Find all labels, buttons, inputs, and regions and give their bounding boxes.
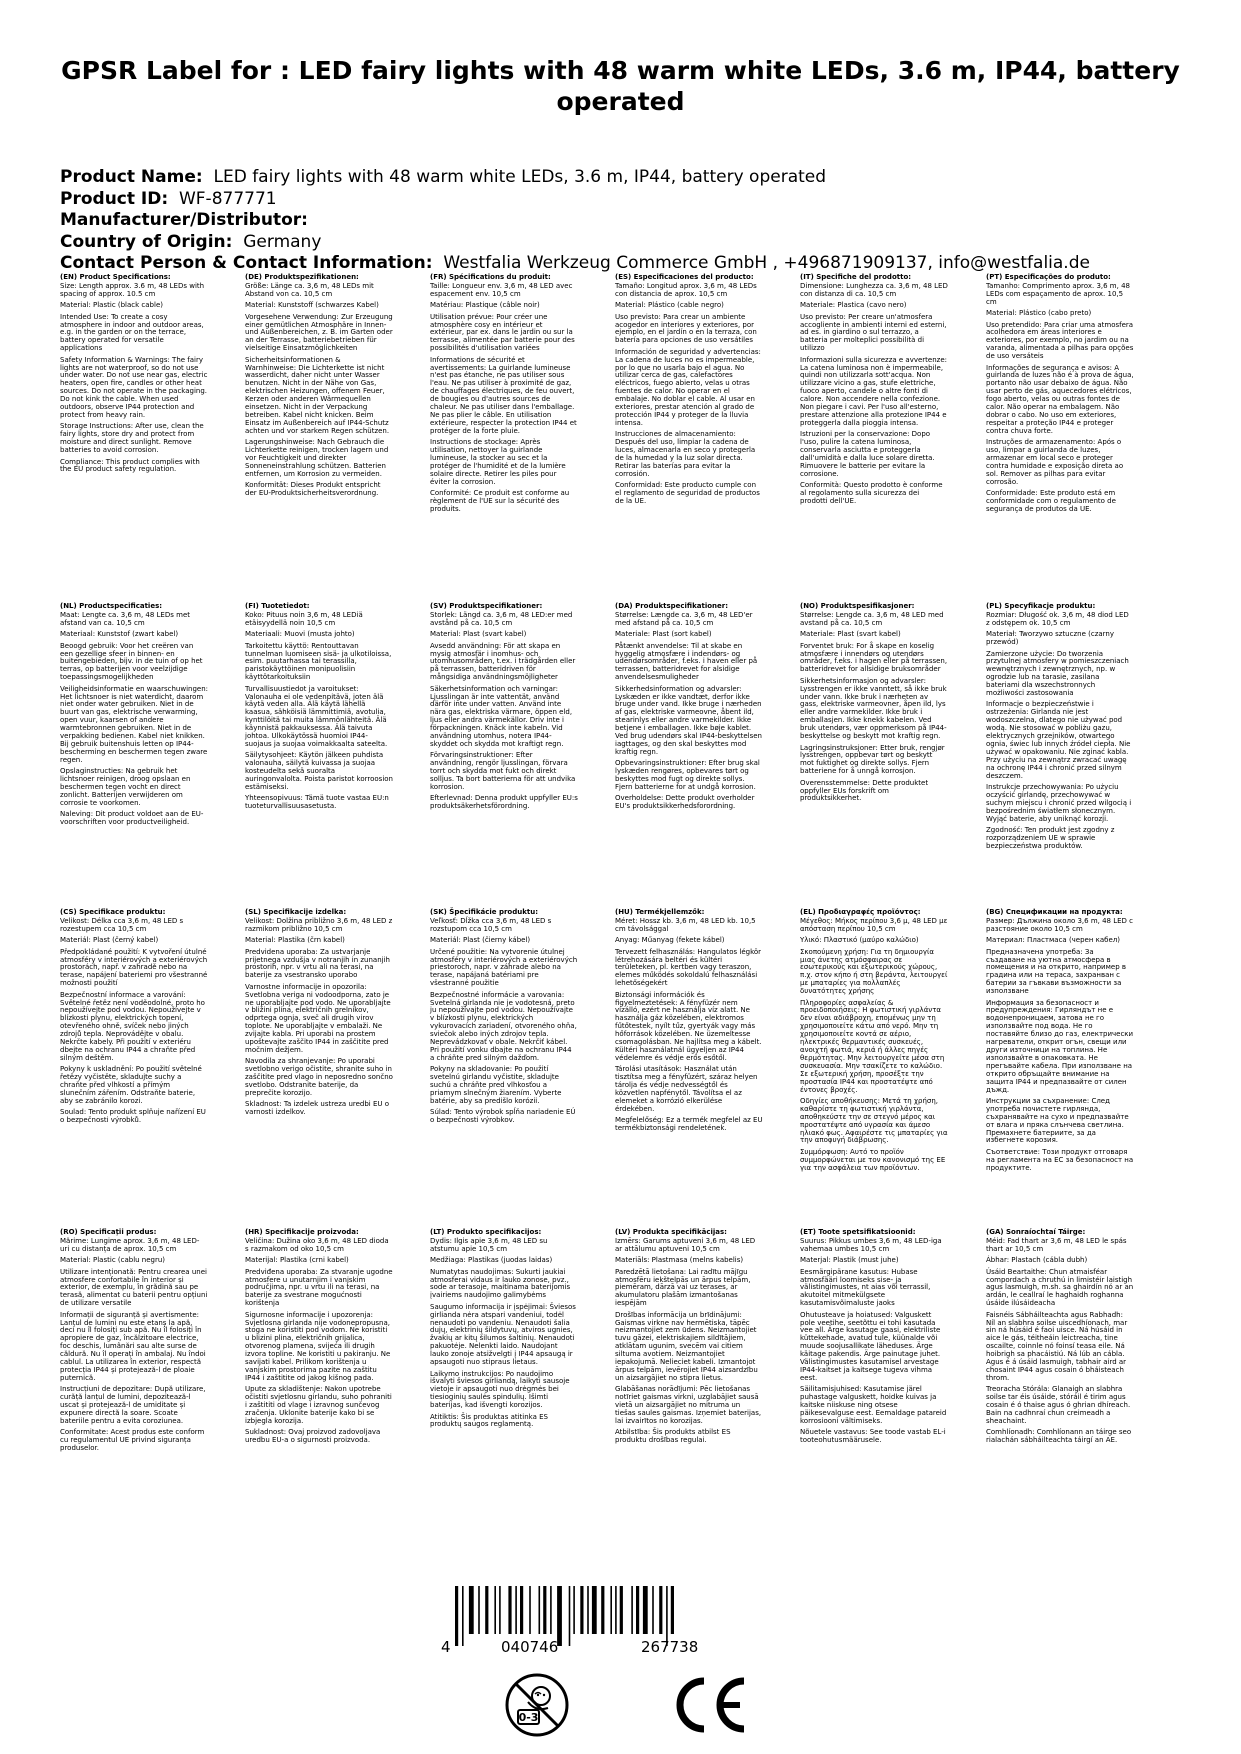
lang-paragraph: Forventet bruk: For å skape en koselig atmosfære i innendørs og utendørs områder, f.eks. i hagen eller på terrassen, batteridrevet for allsidige bruksområder (800, 641, 948, 674)
lang-paragraph: Určené použitie: Na vytvorenie útulnej atmosféry v interiérových a exteriérových priestoroch, napr. v záhrade alebo na terase, napájaná batériami pre všestranné použitie (430, 947, 578, 988)
lang-paragraph: Medžiaga: Plastikas (juodas laidas) (430, 1256, 553, 1265)
lang-heading: (FR) Spécifications du produit: (430, 273, 551, 281)
lang-paragraph: Material: Plast (svart kabel) (430, 630, 527, 639)
lang-heading: (LT) Produkto specifikacijos: (430, 1228, 542, 1236)
product-name-label: Product Name: (60, 167, 203, 187)
lang-heading: (PL) Specyfikacje produktu: (986, 602, 1096, 610)
lang-paragraph: Suurus: Pikkus umbes 3,6 m, 48 LED-iga vahemaa umbes 10,5 cm (800, 1236, 942, 1253)
product-info (60, 167, 1190, 275)
lang-paragraph: Paredzētā lietošana: Lai radītu mājīgu atmosfēru iekštelpās un ārpus telpām, piemēram, dārzā vai uz terases, ar akumulatoru plašām izmantošanas iespējām (615, 1267, 751, 1308)
lang-paragraph: Biztonsági információk és figyelmeztetések: A fényfüzér nem vízálló, ezért ne használja víz alatt. Ne használja gáz közelében, elektromos fűtőtestek, nyílt tűz, gyertyák vagy más hőforrások közelében. Ne üzemeltesse csomagolásban. Ne hajlítsa meg a kábelt. Kültéri használatnál ügyeljen az IP44 védelemre és védje erős esőtől. (615, 990, 762, 1062)
lang-block-da (615, 603, 763, 815)
lang-paragraph: Saugumo informacija ir įspėjimai: Šviesos girlianda nėra atspari vandeniui, todėl nenaudoti po vandeniu. Nenaudoti šalia dujų, elektrinių šildytuvų, atviros ugnies, žvakių ar kitų šilumos šaltinių. Nenaudoti pakuotėje. Nelenkti laido. Naudojant lauko zonoje atsižvelgti į IP44 apsaugą ir apsaugoti nuo stipraus lietaus. (430, 1302, 576, 1367)
lang-paragraph: Avsedd användning: För att skapa en mysig atmosfär i inomhus- och utomhusområden, t.ex. i trädgården eller på terrassen, batteridriven för mångsidiga användningsmöjligheter (430, 641, 576, 682)
lang-paragraph: Compliance: This product complies with the EU product safety regulation. (60, 457, 200, 474)
country-value: Germany (243, 231, 322, 252)
ce-mark-icon (668, 1675, 750, 1735)
barcode-bar (550, 1586, 552, 1634)
lang-block-fi (245, 603, 393, 815)
lang-paragraph: Conformité: Ce produit est conforme au règlement de l'UE sur la sécurité des produits. (430, 489, 570, 513)
lang-paragraph: Mărime: Lungime aprox. 3,6 m, 48 LED-uri cu distanța de aprox. 10,5 cm (60, 1236, 200, 1253)
lang-paragraph: Material: Plastika (črn kabel) (245, 936, 345, 945)
lang-paragraph: Tervezett felhasználás: Hangulatos légkör létrehozására beltéri és kültéri területeken, pl. kertben vagy teraszon, elemes működés sokoldalú felhasználási lehetőségekért (615, 947, 762, 988)
lang-heading: (DA) Produktspecifikationer: (615, 602, 729, 610)
manufacturer-line (60, 210, 1190, 232)
lang-paragraph: Méret: Hossz kb. 3,6 m, 48 LED kb. 10,5 cm távolsággal (615, 916, 756, 933)
lang-paragraph: Súlad: Tento výrobok spĺňa nariadenie EÚ o bezpečnosti výrobkov. (430, 1108, 576, 1125)
manufacturer-label: Manufacturer/Distributor: (60, 210, 308, 230)
lang-paragraph: Materijal: Plastika (crni kabel) (245, 1256, 349, 1265)
barcode-right-group: 267738 (641, 1638, 699, 1656)
barcode-bar (539, 1586, 541, 1634)
barcode-bar (543, 1586, 546, 1634)
barcode-bar (508, 1586, 511, 1634)
product-id-line (60, 189, 1190, 211)
lang-paragraph: Conformidad: Este producto cumple con el reglamento de seguridad de productos de la UE. (615, 481, 760, 506)
lang-paragraph: Conformidade: Este produto está em conformidade com o regulamento de segurança de produtos da UE. (986, 489, 1116, 513)
lang-paragraph: Materiale: Plast (svart kabel) (800, 630, 901, 639)
lang-block-pt (986, 274, 1134, 517)
barcode-bar (587, 1586, 589, 1634)
lang-paragraph: Efterlevnad: Denna produkt uppfyller EU:s produktsäkerhetsförordning. (430, 794, 578, 811)
lang-block-de (245, 274, 393, 502)
barcode-bar (557, 1586, 562, 1646)
lang-paragraph: Atitiktis: Šis produktas atitinka ES produktų saugos reglamentą. (430, 1412, 548, 1429)
lang-paragraph: Vorgesehene Verwendung: Zur Erzeugung einer gemütlichen Atmosphäre in Innen- und Außenbereichen, z. B. im Garten oder an der Terrasse, batteriebetrieben für vielseitige Einsatzmöglichkeiten (245, 312, 393, 353)
lang-paragraph: Glabāšanas norādījumi: Pēc lietošanas notīriet gaismas virkni, uzglabājiet sausā vietā un aizsargājiet no mitruma un tiešas saules gaismas. Izņemiet baterijas, lai izvairītos no korozijas. (615, 1385, 762, 1425)
lang-paragraph: Predvidena uporaba: Za ustvarjanje prijetnega vzdušja v notranjih in zunanjih prostorih, npr. v vrtu ali na terasi, na baterije za vsestransko uporabo (245, 947, 390, 980)
lang-paragraph: Tárolási utasítások: Használat után tisztítsa meg a fényfüzért, száraz helyen tárolja és védje nedvességtől és közvetlen napfénytől. Távolítsa el az elemeket a korrózió elkerülése érdekében. (615, 1065, 758, 1113)
lang-paragraph: Material: Plástico (cabo preto) (986, 309, 1092, 318)
lang-paragraph: Laikymo instrukcijos: Po naudojimo išvalyti šviesos girliandą, laikyti sausoje vietoje ir apsaugoti nuo drėgmės bei tiesioginių saulės spindulių. Išimti baterijas, kad išvengti korozijos. (430, 1369, 570, 1410)
lang-paragraph: Velikost: Dolžina približno 3,6 m, 48 LED z razmikom približno 10,5 cm (245, 916, 393, 933)
lang-block-cs (60, 909, 208, 1129)
lang-paragraph: Uso previsto: Per creare un'atmosfera accogliente in ambienti interni ed esterni, ad es. in giardino o sul terrazzo, a batteria per molteplici possibilità di utilizzo (800, 312, 947, 353)
barcode-bar (485, 1586, 488, 1634)
lang-block-el (800, 909, 948, 1176)
barcode-bar (615, 1586, 617, 1634)
lang-paragraph: Tarkoitettu käyttö: Rentouttavan tunnelman luomiseen sisä- ja ulkotiloissa, esim. puutarhassa tai terassilla, paristokäyttöinen monipuolisiin käyttötarkoituksiin (245, 641, 392, 682)
lang-paragraph: Material: Kunststoff (schwarzes Kabel) (245, 301, 379, 310)
lang-paragraph: Naleving: Dit product voldoet aan de EU-voorschriften voor productveiligheid. (60, 810, 204, 827)
lang-paragraph: Förvaringsinstruktioner: Efter användning, rengör ljusslingan, förvara torrt och skydda mot fukt och direkt solljus. Ta bort batterierna för att undvika korrosion. (430, 751, 576, 792)
lang-paragraph: Materiał: Tworzywo sztuczne (czarny przewód) (986, 630, 1114, 647)
lang-paragraph: Informazioni sulla sicurezza e avvertenze: La catena luminosa non è impermeabile, quindi non utilizzarla sott'acqua. Non utilizzare vicino a gas, stufe elettriche, fuoco aperto, candele o altre fonti di calore. Non accendere nella confezione. Non piegare i cavi. Per l'uso all'esterno, prestare attenzione alla protezione IP44 e proteggerla dalla pioggia intensa. (800, 355, 947, 427)
barcode-bar (499, 1586, 501, 1634)
lang-paragraph: Συμμόρφωση: Αυτό το προϊόν συμμορφώνεται με τον κανονισμό της ΕΕ για την ασφάλεια των προϊόντων. (800, 1147, 946, 1172)
lang-paragraph: Turvallisuustiedot ja varoitukset: Valonauha ei ole vedenpitävä, joten älä käytä veden alla. Älä käytä lähellä kaasua, sähköisiä lämmittimiä, avotulia, kynttilöitä tai muita lämmönlähteitä. Älä käynnistä pakkauksessa. Älä taivuta johtoa. Ulkokäytössä huomioi IP44-suojaus ja suojaa voimakkaalta sateelta. (245, 684, 388, 748)
product-id-label: Product ID: (60, 188, 169, 209)
lang-heading: (RO) Specificații produs: (60, 1228, 157, 1236)
lang-block-it (800, 274, 948, 509)
lang-paragraph: Storage Instructions: After use, clean the fairy lights, store dry and protect from moisture and direct sunlight. Remove batteries to avoid corrosion. (60, 422, 204, 455)
lang-block-es (615, 274, 763, 509)
lang-paragraph: Sukladnost: Ovaj proizvod zadovoljava uredbu EU-a o sigurnosti proizvoda. (245, 1428, 381, 1445)
lang-block-hr (245, 1229, 393, 1449)
lang-paragraph: Σκοπούμενη χρήση: Για τη δημιουργία μιας άνετης ατμόσφαιρας σε εσωτερικούς και εξωτερικούς χώρους, π.χ. στον κήπο ή στη βεράντα, λειτουργεί με μπαταρίες για πολλαπλές δυνατότητες χρήσης (800, 947, 948, 996)
lang-block-hu (615, 909, 763, 1137)
lang-paragraph: Conformità: Questo prodotto è conforme al regolamento sulla sicurezza dei prodotti dell'UE. (800, 481, 943, 506)
lang-paragraph: Instruções de armazenamento: Após o uso, limpar a guirlanda de luzes, armazenar em local seco e proteger contra humidade e exposição direta ao sol. Remover as pilhas para evitar corrosão. (986, 438, 1124, 486)
lang-paragraph: Materiaal: Kunststof (zwart kabel) (60, 630, 179, 639)
barcode-bar (529, 1586, 531, 1634)
lang-paragraph: Lagerungshinweise: Nach Gebrauch die Lichterkette reinigen, trocken lagern und vor Feuchtigkeit und direkter Sonneneinstrahlung schützen. Batterien entfernen, um Korrosion zu vermeiden. (245, 438, 389, 478)
lang-paragraph: Bezpečnostní informace a varování: Světelné řetěz není voděodolné, proto ho nepoužívejte pod vodou. Nepoužívejte v blízkosti plynu, elektrických topení, otevřeného ohně, svíček nebo jiných zdrojů tepla. Neprovádějte v obalu. Nekrčte kabely. Při použití v exteriéru dbejte na ochranu IP44 a chraňte před silným deštěm. (60, 990, 205, 1062)
lang-paragraph: Drošības informācija un brīdinājumi: Gaismas virkne nav hermētiska, tāpēc neizmantojiet zem ūdens. Neizmantojiet tuvu gāzei, elektriskajiem sildītājiem, atklātam ugunim, svecēm vai citiem siltuma avotiem. Neizmantojiet iepakojumā. Nelieciet kabeli. Izmantojot ārpus telpām, ievērojiet IP44 aizsardzību un aizsargājiet no stipra lietus. (615, 1310, 758, 1382)
lang-paragraph: Velikost: Délka cca 3,6 m, 48 LED s rozestupem cca 10,5 cm (60, 916, 184, 933)
lang-paragraph: Anyag: Műanyag (fekete kábel) (615, 936, 725, 945)
lang-paragraph: Konformität: Dieses Produkt entspricht der EU-Produktsicherheitsverordnung. (245, 481, 381, 498)
lang-paragraph: Υλικό: Πλαστικό (μαύρο καλώδιο) (800, 936, 919, 945)
barcode-bar (462, 1586, 464, 1646)
barcode-bar (455, 1586, 458, 1646)
lang-block-sk (430, 909, 578, 1129)
lang-paragraph: Comhlíonadh: Comhlíonann an táirge seo rialachán sábháilteachta táirgí an AE. (986, 1428, 1132, 1445)
lang-paragraph: Material: Plastic (cablu negru) (60, 1256, 166, 1265)
barcode-bar (569, 1586, 571, 1646)
lang-paragraph: Sikkerhedsinformation og advarsler: Lyskæden er ikke vandtæt, derfor ikke bruge under vand. Ikke bruge i nærheden af gas, elektriske varmeovne, åbent ild, stearinlys eller andre varmekilder. Ikke betjene i emballagen. Ikke bøje kablet. Ved brug udendørs skal IP44-beskyttelsen iagttages, og den skal beskyttes mod kraftig regn. (615, 684, 762, 756)
lang-paragraph: Méid: Fad thart ar 3,6 m, 48 LED le spás thart ar 10,5 cm (986, 1236, 1127, 1253)
lang-paragraph: Størrelse: Længde ca. 3,6 m, 48 LED'er med afstand på ca. 10,5 cm (615, 610, 753, 627)
lang-paragraph: Инструкции за съхранение: След употреба почистете гирлянда, съхранявайте на сухо и предпазвайте от влага и пряка слънчева светлина. Премахнете батериите, за да избегнете корозия. (986, 1096, 1129, 1145)
lang-paragraph: Instrucțiuni de depozitare: După utilizare, curăță lanțul de lumini, depozitează-l uscat și protejează-l de umiditate și expunere directă la soare. Scoate bateriile pentru a evita coroziunea. (60, 1385, 206, 1425)
lang-heading: (LV) Produkta specifikācijas: (615, 1228, 727, 1236)
ean-barcode (441, 1586, 771, 1658)
product-name-line (60, 167, 1190, 189)
lang-paragraph: Nõuetele vastavus: See toode vastab EL-i tooteohutusmäärusele. (800, 1428, 946, 1445)
barcode-bar (643, 1586, 648, 1634)
lang-paragraph: Veličina: Dužina oko 3,6 m, 48 LED dioda s razmakom od oko 10,5 cm (245, 1236, 389, 1253)
barcode-left-group: 040746 (501, 1638, 559, 1656)
lang-paragraph: Material: Plástico (cable negro) (615, 301, 724, 310)
lang-paragraph: Navodila za shranjevanje: Po uporabi svetlobno verigo očistite, shranite suho in zaščitite pred vlago in neposredno sončno svetlobo. Odstranite baterije, da preprečite korozijo. (245, 1057, 393, 1098)
lang-paragraph: Materiāls: Plastmasa (melns kabelis) (615, 1256, 744, 1265)
lang-paragraph: Veľkosť: Dĺžka cca 3,6 m, 48 LED s rozstupom cca 10,5 cm (430, 916, 552, 933)
lang-paragraph: Matériau: Plastique (câble noir) (430, 301, 540, 310)
barcode-bar (580, 1586, 583, 1634)
barcode-bar (469, 1586, 474, 1634)
lang-paragraph: Sikkerhetsinformasjon og advarsler: Lysstrengen er ikke vanntett, så ikke bruk under vann. Ikke bruk i nærheten av gass, elektriske varmeovner, åpen ild, lys eller andre varmekilder. Ikke bruk i emballasjen. Ikke knekk kabelen. Ved bruk utendørs, vær oppmerksom på IP44-beskyttelse og beskytt mot kraftig regn. (800, 676, 947, 741)
lang-paragraph: Uso previsto: Para crear un ambiente acogedor en interiores y exteriores, por ejemplo, en el jardín o en la terraza, con batería para opciones de uso versátiles (615, 312, 757, 345)
barcode-bar (671, 1586, 674, 1634)
lang-heading: (BG) Спецификации на продукта: (986, 908, 1123, 916)
lang-paragraph: Opbevaringsinstruktioner: Efter brug skal lyskæden rengøres, opbevares tørt og beskyttes mod fugt og direkte sollys. Fjern batterierne for at undgå korrosion. (615, 759, 760, 792)
page-title: GPSR Label for : LED fairy lights with 48 warm white LEDs, 3.6 m, IP44, battery operated (61, 56, 1180, 116)
lang-paragraph: Treoracha Stórála: Glanaigh an slabhra soilse tar éis úsáide, stóráil é tirim agus cosain é ó thaise agus ó ghrian dhíreach. Bain na cadhnraí chun creimeadh a sheachaint. (986, 1385, 1131, 1425)
lang-paragraph: Predviđena uporaba: Za stvaranje ugodne atmosfere u unutarnjim i vanjskim područjima, npr. u vrtu ili na terasi, na baterije za svestrane mogućnosti korištenja (245, 1267, 393, 1308)
lang-paragraph: Utilizare intenționată: Pentru crearea unei atmosfere confortabile în interior și exterior, de exemplu, în grădină sau pe terasă, alimentat cu baterii pentru opțiuni de utilizare versatile (60, 1267, 208, 1308)
lang-paragraph: Материал: Пластмаса (черен кабел) (986, 936, 1121, 945)
lang-heading: (NL) Productspecificaties: (60, 602, 163, 610)
lang-paragraph: Úsáid Beartaithe: Chun atmaisféar compordach a chruthú in limistéir laistigh agus lasmuigh, m.sh. sa ghairdín nó ar an ardán, le ceallraí le haghaidh roghanna úsáide ilúsáideacha (986, 1267, 1134, 1308)
lang-paragraph: Informații de siguranță și avertismente: Lanțul de lumini nu este etanș la apă, deci nu îl folosiți sub apă. Nu îl folosiți în apropiere de gaz, încălzitoare electrice, foc deschis, lumânări sau alte surse de căldură. Nu îl operați în ambalaj. Nu îndoi cablul. La utilizarea în exterior, respectă protecția IP44 și protejează-l de ploaie puternică. (60, 1310, 206, 1382)
lang-block-et (800, 1229, 948, 1449)
lang-heading: (EL) Προδιαγραφές προϊόντος: (800, 908, 921, 916)
lang-heading: (PT) Especificações do produto: (986, 273, 1111, 281)
lang-heading: (EN) Product Specifications: (60, 273, 171, 281)
lang-paragraph: Materiál: Plast (čierny kábel) (430, 936, 531, 945)
lang-block-bg (986, 909, 1134, 1176)
lang-paragraph: Soulad: Tento produkt splňuje nařízení EU o bezpečnosti výrobků. (60, 1108, 206, 1125)
lang-block-en (60, 274, 208, 478)
barcode-bar (666, 1586, 668, 1646)
barcode-bar (478, 1586, 480, 1634)
barcode-bar (515, 1586, 517, 1634)
lang-paragraph: Taille: Longueur env. 3,6 m, 48 LED avec espacement env. 10,5 cm (430, 281, 573, 298)
lang-paragraph: Overholdelse: Dette produkt overholder EU's produktsikkerhedsforordning. (615, 794, 755, 811)
lang-paragraph: Numatytas naudojimas: Sukurti jaukiai atmosferai vidaus ir lauko zonose, pvz., sode ar terasoje, maitinama baterijomis įvairiems naudojimo galimybėms (430, 1267, 571, 1300)
lang-paragraph: Dimensione: Lunghezza ca. 3,6 m, 48 LED con distanza di ca. 10,5 cm (800, 281, 948, 298)
lang-paragraph: Информация за безопасност и предупреждения: Гирляндът не е водонепроницаем, затова не го използвайте под вода. Не го поставяйте близо до газ, електрически нагреватели, открит огън, свещи или други източници на топлина. Не използвайте в опаковката. Не прегъвайте кабела. При използване на открито обръщайте внимание на защита IP44 и предпазвайте от силен дъжд. (986, 998, 1134, 1094)
lang-block-no (800, 603, 948, 807)
country-label: Country of Origin: (60, 231, 233, 252)
lang-paragraph: Ábhar: Plastach (cábla dubh) (986, 1256, 1088, 1265)
contact-label: Contact Person & Contact Information: (60, 253, 433, 273)
lang-paragraph: Предназначена употреба: За създаване на уютна атмосфера в помещения и на открито, например в градина или на тераса, захранван с батерии за гъвкави възможности за използване (986, 947, 1126, 996)
lang-heading: (GA) Sonraíochtaí Táirge: (986, 1228, 1086, 1236)
lang-paragraph: Größe: Länge ca. 3,6 m, 48 LEDs mit Abstand von ca. 10,5 cm (245, 281, 374, 298)
lang-paragraph: Materiál: Plast (černý kabel) (60, 936, 159, 945)
lang-heading: (DE) Produktspezifikationen: (245, 273, 359, 281)
lang-paragraph: Veiligheidsinformatie en waarschuwingen: Het lichtsnoer is niet waterdicht, daarom niet onder water gebruiken. Niet in de buurt van gas, elektrische verwarming, open vuur, kaarsen of andere warmtebronnen gebruiken. Niet in de verpakking bedienen. Kabel niet knikken. Bij gebruik buitenshuis letten op IP44-bescherming en beschermen tegen zware regen. (60, 684, 208, 764)
lang-paragraph: Πληροφορίες ασφαλείας & προειδοποιήσεις: Η φωτιστική γιρλάντα δεν είναι αδιάβροχη, επομένως μην τη χρησιμοποιείτε κάτω από νερό. Μην τη χρησιμοποιείτε κοντά σε αέριο, ηλεκτρικές θερμαντικές συσκευές, ανοιχτή φωτιά, κεριά ή άλλες πηγές θερμότητας. Μην λειτουργείτε μέσα στη συσκευασία. Μην τσακίζετε το καλώδιο. Σε εξωτερική χρήση, προσέξτε την προστασία IP44 και προστατέψτε από έντονες βροχές. (800, 998, 945, 1094)
lang-heading: (FI) Tuotetiedot: (245, 602, 310, 610)
lang-paragraph: Påtænkt anvendelse: Til at skabe en hyggelig atmosfære i indendørs- og udendørsområder, f.eks. i haven eller på terrassen, batteridrevet for alsidige anvendelsesmuligheder (615, 641, 758, 682)
lang-paragraph: Størrelse: Lengde ca. 3,6 m, 48 LED med avstand på ca. 10,5 cm (800, 610, 944, 627)
country-line (60, 232, 1190, 254)
lang-block-nl (60, 603, 208, 831)
lang-paragraph: Size: Length approx. 3.6 m, 48 LEDs with spacing of approx. 10.5 cm (60, 281, 205, 298)
lang-heading: (ES) Especificaciones del producto: (615, 273, 754, 281)
lang-paragraph: Předpokládané použití: K vytvoření útulné atmosféry v interiérových a exteriérových prostorách, např. v zahradě nebo na terase, napájení bateriemi pro všestranné možnosti použití (60, 947, 208, 988)
barcode-bar (494, 1586, 496, 1634)
barcode-bars (441, 1586, 771, 1646)
lang-paragraph: Eesmärgipärane kasutus: Hubase atmosfääri loomiseks sise- ja välistingimustes, nt aias või terrassil, akutoitel mitmekülgsete kasutamisvõimaluste jaoks (800, 1267, 931, 1308)
barcode-bar (631, 1586, 633, 1634)
age-warning-label: 0-3 (518, 1711, 539, 1724)
lang-paragraph: Instructions de stockage: Après utilisation, nettoyer la guirlande lumineuse, la stocker au sec et la protéger de l'humidité et de la lumière solaire directe. Retirer les piles pour éviter la corrosion. (430, 438, 566, 486)
contact-line (60, 253, 1190, 275)
lang-paragraph: Instrukcje przechowywania: Po użyciu oczyścić girlandę, przechowywać w suchym miejscu i chronić przed wilgocią i bezpośrednim światłem słonecznym. Wyjąć baterie, aby uniknąć korozji. (986, 783, 1132, 823)
lang-paragraph: Información de seguridad y advertencias: La cadena de luces no es impermeable, por lo que no usarla bajo el agua. No utilizar cerca de gas, calefactores eléctricos, fuego abierto, velas u otras fuentes de calor. No operar en el embalaje. No doblar el cable. Al usar en exteriores, prestar atención al grado de protección IP44 y proteger de la lluvia intensa. (615, 347, 761, 427)
lang-paragraph: Koko: Pituus noin 3,6 m, 48 LEDiä etäisyydellä noin 10,5 cm (245, 610, 363, 627)
lang-paragraph: Tamanho: Comprimento aprox. 3,6 m, 48 LEDs com espaçamento de aprox. 10,5 cm (986, 281, 1130, 306)
barcode-bar (652, 1586, 654, 1634)
lang-block-lv (615, 1229, 763, 1449)
barcode-bar (659, 1586, 662, 1634)
lang-paragraph: Overensstemmelse: Dette produktet oppfyller EUs forskrift om produktsikkerhet. (800, 778, 929, 803)
lang-paragraph: Säilytysohjeet: Käytön jälkeen puhdista valonauha, säilytä kuivassa ja suojaa kosteudelta sekä suoralta auringonvalolta. Poista paristot korroosion estämiseksi. (245, 751, 393, 792)
lang-paragraph: Säkerhetsinformation och varningar: Ljusslingan är inte vattentät, använd därför inte under vatten. Använd inte nära gas, elektriska värmare, öppen eld, ljus eller andra värmekällor. Driv inte i förpackningen. Knäck inte kabeln. Vid användning utomhus, notera IP44-skyddet och skydda mot kraftigt regn. (430, 684, 573, 748)
lang-heading: (ET) Toote spetsifikatsioonid: (800, 1228, 916, 1236)
age-warning-icon (504, 1672, 570, 1738)
product-id-value: WF-877771 (178, 188, 277, 209)
barcode-prefix-digit: 4 (441, 1638, 451, 1656)
lang-paragraph: Ohutusteave ja hoiatused: Valguskett pole veetihe, seetõttu ei tohi kasutada vee all. Ärge kasutage gaasi, elektriliste küttekehade, avatud tule, küünalde või muude soojusallikate läheduses. Ärge käitage pakendis. Ärge painutage juhet. Välistingimustes kasutamisel arvestage IP44-kaitset ja kaitsege tugeva vihma eest. (800, 1310, 941, 1382)
lang-heading: (SV) Produktspecifikationer: (430, 602, 543, 610)
lang-heading: (CS) Specifikace produktu: (60, 908, 166, 916)
lang-paragraph: Instrucciones de almacenamiento: Después del uso, limpiar la cadena de luces, almacenarla en seco y protegerla de la humedad y la luz solar directa. Retirar las baterías para evitar la corrosión. (615, 430, 756, 478)
lang-paragraph: Sigurnosne informacije i upozorenja: Svjetlosna girlanda nije vodonepropusna, stoga ne koristiti pod vodom. Ne koristiti u blizini plina, električnih grijalica, otvorenog plamena, svijeća ili drugih izvora topline. Ne koristiti u pakiranju. Ne savijati kabel. Prilikom korištenja u vanjskim prostorima pazite na zaštitu IP44 i zaštitite od jakog kišnog pada. (245, 1310, 391, 1382)
lang-heading: (HR) Specifikacije proizvoda: (245, 1228, 359, 1236)
barcode-bar (610, 1586, 612, 1634)
lang-paragraph: Megfelelőség: Ez a termék megfelel az EU termékbiztonsági rendeletének. (615, 1116, 763, 1133)
barcode-bar (601, 1586, 604, 1634)
lang-paragraph: Atbilstība: Šis produkts atbilst ES produktu drošības regulai. (615, 1428, 731, 1445)
barcode-bar (573, 1586, 575, 1634)
lang-paragraph: Conformitate: Acest produs este conform cu regulamentul UE privind siguranța produselor. (60, 1428, 205, 1453)
lang-paragraph: Materiale: Plast (sort kabel) (615, 630, 712, 639)
lang-paragraph: Uso pretendido: Para criar uma atmosfera acolhedora em áreas interiores e exteriores, por exemplo, no jardim ou na varanda, alimentada a pilhas para opções de uso versáteis (986, 320, 1134, 361)
lang-paragraph: Intended Use: To create a cosy atmosphere in indoor and outdoor areas, e.g. in the garden or on the terrace, battery operated for versatile applications (60, 312, 204, 353)
lang-paragraph: Materjal: Plastik (must juhe) (800, 1256, 899, 1265)
barcode-bar (620, 1586, 623, 1634)
lang-block-fr (430, 274, 578, 517)
contact-value: Westfalia Werkzeug Commerce GmbH , +496871909137, info@westfalia.de (443, 253, 1090, 273)
lang-paragraph: Beoogd gebruik: Voor het creëren van een gezellige sfeer in binnen- en buitengebieden, bijv. in de tuin of op het terras, op batterijen voor veelzijdige toepassingsmogelijkheden (60, 641, 203, 682)
lang-paragraph: Informacje o bezpieczeństwie i ostrzeżenia: Girlanda nie jest wodoszczelna, dlatego nie używać pod wodą. Nie stosować w pobliżu gazu, elektrycznych grzejników, otwartego ognia, świec lub innych źródeł ciepła. Nie używać w opakowaniu. Nie zginać kabla. Przy użyciu na zewnątrz zwracać uwagę na ochronę IP44 i chronić przed silnym deszczem. (986, 700, 1131, 780)
lang-paragraph: Bezpečnostné informácie a varovania: Svetelná girlanda nie je vodotesná, preto ju nepoužívajte pod vodou. Nepoužívajte v blízkosti plynu, elektrických vykurovacích zariadení, otvoreného ohňa, sviečok alebo iných zdrojov tepla. Neprevádzkovať v obale. Nekrčiť kábel. Pri použití vonku dbajte na ochranu IP44 a chráňte pred silným dažďom. (430, 990, 577, 1062)
lang-paragraph: Izmērs: Garums aptuveni 3,6 m, 48 LED ar attālumu aptuveni 10,5 cm (615, 1236, 756, 1253)
lang-paragraph: Säilitamisjuhised: Kasutamise järel puhastage valguskett, hoidke kuivas ja kaitske niiskuse ning otsese päikesevalguse eest. Eemaldage patareid korrosiooni vältimiseks. (800, 1385, 947, 1425)
lang-heading: (NO) Produktspesifikasjoner: (800, 602, 915, 610)
lang-paragraph: Maat: Lengte ca. 3,6 m, 48 LEDs met afstand van ca. 10,5 cm (60, 610, 190, 627)
lang-paragraph: Zamierzone użycie: Do tworzenia przytulnej atmosfery w pomieszczeniach wewnętrznych i zewnętrznych, np. w ogrodzie lub na tarasie, zasilana bateriami dla wszechstronnych możliwości zastosowania (986, 649, 1129, 698)
lang-block-ga (986, 1229, 1134, 1449)
lang-paragraph: Varnostne informacije in opozorila: Svetlobna veriga ni vodoodporna, zato je ne uporabljajte pod vodo. Ne uporabljajte v bližini plina, električnih grelnikov, odprtega ognja, sveč ali drugih virov toplote. Ne uporabljajte v embalaži. Ne zvijajte kabla. Pri uporabi na prostem upoštevajte zaščito IP44 in zaščitite pred močnim dežjem. (245, 982, 391, 1054)
lang-heading: (SL) Specifikacije izdelka: (245, 908, 347, 916)
lang-paragraph: Pokyny k uskladnění: Po použití světelné řetězy vyčistěte, skladujte suchy a chraňte před vlhkostí a přímým slunečním zářením. Odstraňte baterie, aby se zabránilo korozi. (60, 1065, 202, 1105)
lang-paragraph: Dydis: Ilgis apie 3,6 m, 48 LED su atstumu apie 10,5 cm (430, 1236, 548, 1253)
lang-paragraph: Lagringsinstruksjoner: Etter bruk, rengjør lysstrengen, oppbevar tørt og beskytt mot fuktighet og direkte sollys. Fjern batteriene for å unngå korrosjon. (800, 743, 945, 776)
lang-paragraph: Sicherheitsinformationen & Warnhinweise: Die Lichterkette ist nicht wasserdicht, daher nicht unter Wasser benutzen. Nicht in der Nähe von Gas, elektrischen Heizungen, offenem Feuer, Kerzen oder anderen Wärmequellen einsetzen. Nicht in der Verpackung betreiben. Kabel nicht knicken. Beim Einsatz im Außenbereich auf IP44-Schutz achten und vor starkem Regen schützen. (245, 355, 390, 435)
lang-block-ro (60, 1229, 208, 1457)
barcode-bar (520, 1586, 523, 1634)
lang-paragraph: Zgodność: Ten produkt jest zgodny z rozporządzeniem UE w sprawie bezpieczeństwa produktów. (986, 826, 1115, 850)
lang-block-pl (986, 603, 1134, 854)
lang-paragraph: Skladnost: Ta izdelek ustreza uredbi EU o varnosti izdelkov. (245, 1100, 390, 1117)
lang-block-sl (245, 909, 393, 1121)
lang-paragraph: Informations de sécurité et avertissements: La guirlande lumineuse n'est pas étanche, ne pas utiliser sous l'eau. Ne pas utiliser à proximité de gaz, de chauffages électriques, de feu ouvert, de bougies ou d'autres sources de chaleur. Ne pas utiliser dans l'emballage. Ne pas plier le câble. En utilisation extérieure, respecter la protection IP44 et protéger de la forte pluie. (430, 355, 577, 435)
lang-paragraph: Upute za skladištenje: Nakon upotrebe očistiti svjetlosnu girlandu, suho pohraniti i zaštititi od vlage i izravnog sunčevog zračenja. Uklonite baterije kako bi se izbjegla korozija. (245, 1385, 392, 1425)
lang-paragraph: Pokyny na skladovanie: Po použití svetelnú girlandu vyčistite, skladujte suchú a chráňte pred vlhkosťou a priamym slnečným žiarením. Vyberte batérie, aby sa predišlo korózii. (430, 1065, 562, 1105)
lang-paragraph: Storlek: Längd ca. 3,6 m, 48 LED:er med avstånd på ca. 10,5 cm (430, 610, 573, 627)
lang-heading: (IT) Specifiche del prodotto: (800, 273, 912, 281)
lang-paragraph: Tamaño: Longitud aprox. 3,6 m, 48 LEDs con distancia de aprox. 10,5 cm (615, 281, 757, 298)
lang-paragraph: Opslaginstructies: Na gebruik het lichtsnoer reinigen, droog opslaan en beschermen tegen vocht en direct zonlicht. Batterijen verwijderen om corrosie te voorkomen. (60, 767, 191, 807)
barcode-bar (592, 1586, 597, 1634)
lang-paragraph: Faisnéis Sábháilteachta agus Rabhadh: Níl an slabhra soilse uiscedhíonach, mar sin ná húsáid é faoi uisce. Ná húsáid in aice le gás, téitheáin leictreacha, tine oscailte, coinnle nó foinsí teasa eile. Ná hoibrigh sa phacáistiú. Ná lúb an cábla. Agus é á úsáid lasmuigh, tabhair aird ar chosaint IP44 agus cosain ó bháisteach throm. (986, 1310, 1128, 1382)
lang-paragraph: Размер: Дължина около 3,6 m, 48 LED с разстояние около 10,5 cm (986, 916, 1134, 933)
lang-paragraph: Οδηγίες αποθήκευσης: Μετά τη χρήση, καθαρίστε τη φωτιστική γιρλάντα, αποθηκεύστε την σε στεγνό μέρος και προστατέψτε από υγρασία και άμεσο ηλιακό φως. Αφαιρέστε τις μπαταρίες για την αποφυγή διάβρωσης. (800, 1096, 948, 1145)
lang-paragraph: Yhteensopivuus: Tämä tuote vastaa EU:n tuoteturvallisuusasetusta. (245, 794, 389, 811)
lang-paragraph: Μέγεθος: Μήκος περίπου 3,6 μ, 48 LED με απόσταση περίπου 10,5 cm (800, 916, 948, 933)
lang-paragraph: Material: Plastic (black cable) (60, 301, 163, 310)
lang-paragraph: Materiaali: Muovi (musta johto) (245, 630, 355, 639)
lang-heading: (HU) Termékjellemzők: (615, 908, 705, 916)
lang-paragraph: Safety Information & Warnings: The fairy lights are not waterproof, so do not use under water. Do not use near gas, electric heaters, open fire, candles or other heat sources. Do not operate in the packaging. Do not kink the cable. When used outdoors, observe IP44 protection and protect from heavy rain. (60, 355, 208, 419)
lang-block-lt (430, 1229, 578, 1433)
lang-paragraph: Informações de segurança e avisos: A guirlanda de luzes não é à prova de água, portanto não usar debaixo de água. Não usar perto de gás, aquecedores elétricos, fogo aberto, velas ou outras fontes de calor. Não operar na embalagem. Não dobrar o cabo. No uso em exteriores, respeitar a proteção IP44 e proteger contra chuva forte. (986, 363, 1134, 435)
product-name-value: LED fairy lights with 48 warm white LEDs, 3.6 m, IP44, battery operated (213, 167, 827, 187)
barcode-bar (636, 1586, 639, 1634)
lang-paragraph: Materiale: Plastica (cavo nero) (800, 301, 907, 310)
lang-paragraph: Rozmiar: Długość ok. 3,6 m, 48 diod LED z odstępem ok. 10,5 cm (986, 610, 1129, 627)
lang-paragraph: Utilisation prévue: Pour créer une atmosphère cosy en intérieur et extérieur, par ex. dans le jardin ou sur la terrasse, alimentée par batterie pour des possibilités d'utilisation variées (430, 312, 575, 353)
lang-paragraph: Istruzioni per la conservazione: Dopo l'uso, pulire la catena luminosa, conservarla asciutta e proteggerla dall'umidità e dalla luce solare diretta. Rimuovere le batterie per evitare la corrosione. (800, 430, 935, 478)
lang-block-sv (430, 603, 578, 815)
lang-heading: (SK) Špecifikácie produktu: (430, 908, 539, 916)
lang-paragraph: Съответствие: Този продукт отговаря на регламента на ЕС за безопасност на продуктите. (986, 1147, 1134, 1172)
